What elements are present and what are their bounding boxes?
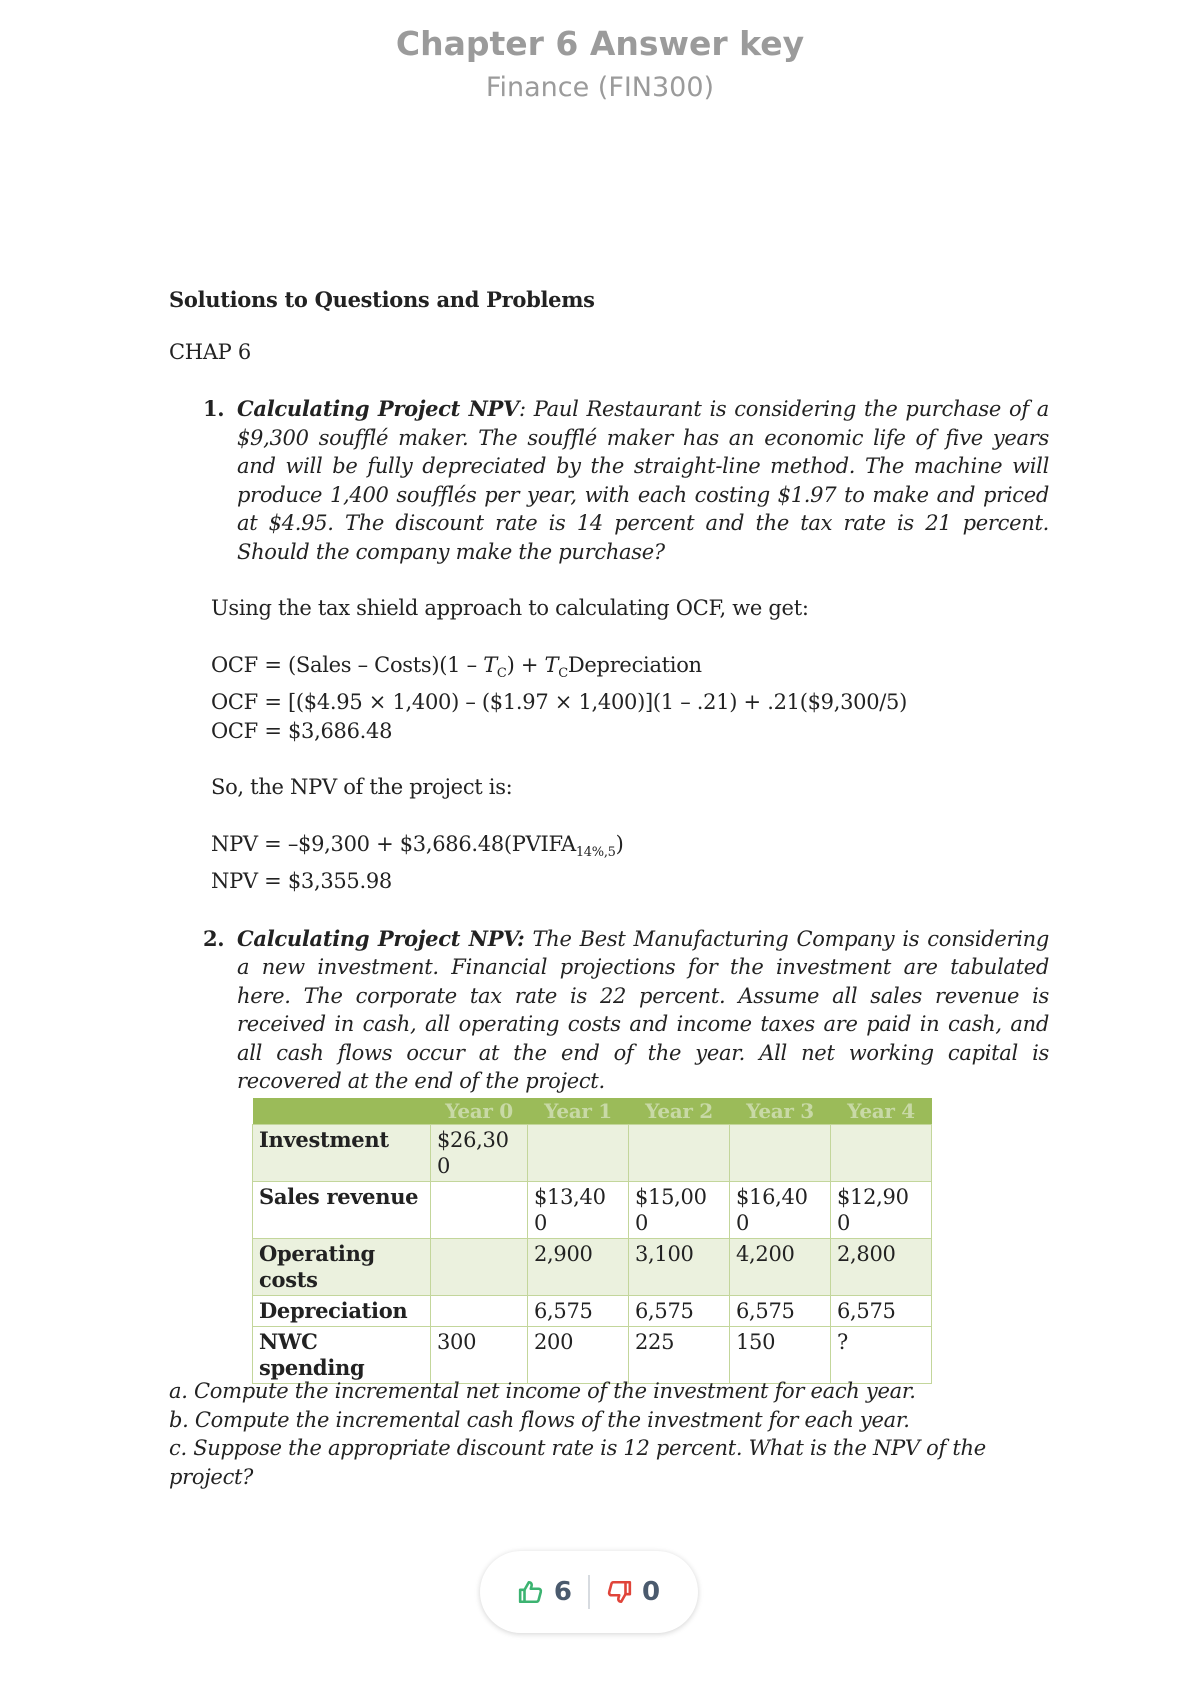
row-label: Operating costs	[253, 1239, 431, 1296]
table-row	[253, 1296, 932, 1327]
question-1-number: 1.	[203, 396, 225, 421]
table-cell: $16,40 0	[730, 1182, 831, 1239]
table-row	[253, 1327, 932, 1384]
tax-symbol: T	[544, 652, 559, 677]
ocf-result: OCF = $3,686.48	[211, 718, 393, 743]
part-c: c. Suppose the appropriate discount rate is 12 percent. What is the NPV of the project?	[169, 1436, 986, 1489]
npv-formula-part-a: NPV = –$9,300 + $3,686.48(PVIFA	[211, 831, 576, 856]
table-cell	[431, 1239, 528, 1296]
rating-widget	[480, 1551, 698, 1633]
document-subtitle: Finance (FIN300)	[485, 72, 715, 103]
table-row	[253, 1239, 932, 1296]
table-cell	[431, 1182, 528, 1239]
table-cell: ?	[831, 1327, 932, 1384]
table-cell: 2,900	[528, 1239, 629, 1296]
npv-formula-part-b: )	[615, 831, 624, 856]
downvote-count: 0	[642, 1577, 661, 1607]
ocf-formula-part-a: OCF = (Sales – Costs)(1 –	[211, 652, 484, 677]
ocf-formula-part-c: Depreciation	[567, 652, 702, 677]
tax-symbol: T	[483, 652, 497, 677]
question-2-parts	[169, 1377, 1069, 1491]
upvote-count: 6	[553, 1577, 572, 1607]
question-2-text: The Best Manufacturing Company is considering a new investment. Financial projections for the investment are tabulated here. The corporate tax rate is 22 percent. Assume all sales revenue is received in cash, all operating costs and income taxes are paid in cash, and all cash flows occur at the end of the year. All net working capital is recovered at the end of the project.	[237, 926, 1049, 1094]
document-body	[169, 286, 1049, 1096]
table-cell: 200	[528, 1327, 629, 1384]
table-cell: $15,00 0	[629, 1182, 730, 1239]
section-heading: Solutions to Questions and Problems	[169, 287, 595, 312]
question-2-number: 2.	[203, 925, 225, 951]
chapter-label: CHAP 6	[169, 339, 251, 364]
table-header-cell: Year 2	[629, 1098, 730, 1125]
npv-formula	[211, 830, 1049, 868]
table-cell	[831, 1125, 932, 1182]
ocf-formula-part-b: ) +	[506, 652, 545, 677]
table-cell: 300	[431, 1327, 528, 1384]
tax-symbol-sub: C	[558, 665, 568, 681]
table-header-row	[253, 1098, 932, 1125]
table-cell: 4,200	[730, 1239, 831, 1296]
row-label: Investment	[253, 1125, 431, 1182]
thumbs-down-icon[interactable]	[606, 1579, 632, 1605]
question-2	[169, 925, 1049, 1096]
part-a: a. Compute the incremental net income of the investment for each year.	[169, 1379, 916, 1403]
npv-intro: So, the NPV of the project is:	[211, 775, 513, 800]
row-label: Depreciation	[253, 1296, 431, 1327]
table-cell: 6,575	[831, 1296, 932, 1327]
table-cell: 150	[730, 1327, 831, 1384]
table-cell: 6,575	[629, 1296, 730, 1327]
table-cell: 6,575	[730, 1296, 831, 1327]
document-title: Chapter 6 Answer key	[395, 24, 805, 63]
table-header-cell: Year 3	[730, 1098, 831, 1125]
row-label: NWC spending	[253, 1327, 431, 1384]
table-cell: 3,100	[629, 1239, 730, 1296]
table-cell	[431, 1296, 528, 1327]
vote-divider	[588, 1575, 590, 1609]
part-b: b. Compute the incremental cash flows of the investment for each year.	[169, 1407, 910, 1432]
question-1	[169, 395, 1049, 566]
table-cell: $12,90 0	[831, 1182, 932, 1239]
table-cell	[528, 1125, 629, 1182]
ocf-formula	[211, 651, 1049, 689]
table-cell	[730, 1125, 831, 1182]
npv-equations	[211, 830, 1049, 896]
question-1-text: : Paul Restaurant is considering the purchase of a $9,300 soufflé maker. The soufflé maker has an economic life of five years and will be fully depreciated by the straight-line method. The machine will produce 1,400 soufflés per year, with each costing $1.97 to make and priced at $4.95. The discount rate is 14 percent and the tax rate is 21 percent. Should the company make the purchase?	[237, 397, 1049, 564]
table-header-cell	[253, 1098, 431, 1125]
thumbs-up-icon[interactable]	[518, 1579, 544, 1605]
table-header-cell: Year 1	[528, 1098, 629, 1125]
table-header-cell: Year 4	[831, 1098, 932, 1125]
ocf-calculation: OCF = [($4.95 × 1,400) – ($1.97 × 1,400)](1 – .21) + .21($9,300/5)	[211, 690, 908, 715]
npv-result: NPV = $3,355.98	[211, 869, 392, 894]
question-2-title: Calculating Project NPV:	[237, 925, 525, 951]
ocf-intro: Using the tax shield approach to calculating OCF, we get:	[211, 596, 809, 620]
table-cell: 2,800	[831, 1239, 932, 1296]
tax-symbol-sub: C	[496, 665, 507, 681]
table-cell: $13,40 0	[528, 1182, 629, 1239]
financial-projections-table	[252, 1098, 932, 1384]
table-header-cell: Year 0	[431, 1098, 528, 1125]
table-cell: 225	[629, 1327, 730, 1384]
row-label: Sales revenue	[253, 1182, 431, 1239]
financial-projections-table-wrap	[252, 1098, 932, 1384]
ocf-equations	[211, 651, 1049, 746]
table-row	[253, 1125, 932, 1182]
question-1-title: Calculating Project NPV	[237, 396, 520, 421]
table-cell: $26,30 0	[431, 1125, 528, 1182]
table-cell	[629, 1125, 730, 1182]
pvifa-subscript: 14%,5	[575, 844, 616, 860]
table-row	[253, 1182, 932, 1239]
table-cell: 6,575	[528, 1296, 629, 1327]
